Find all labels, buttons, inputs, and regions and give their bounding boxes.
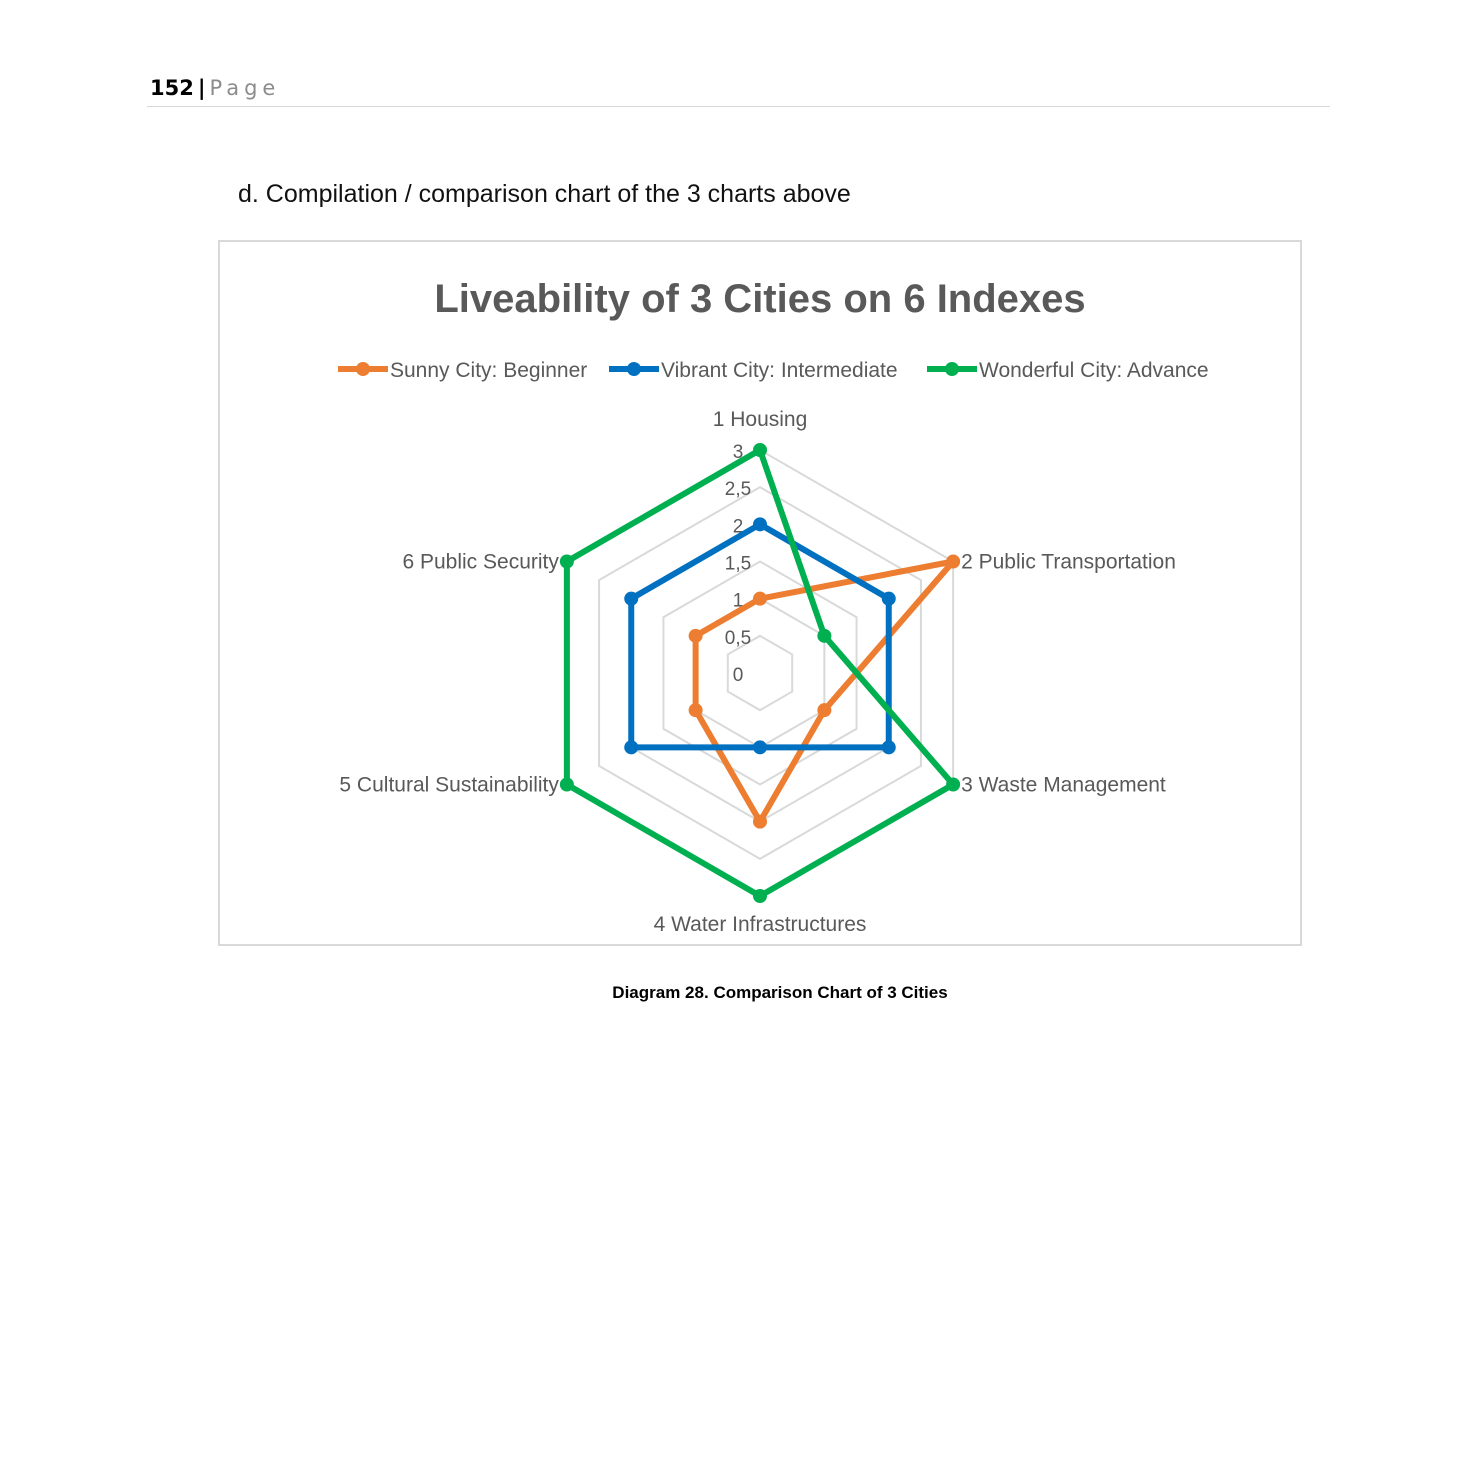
data-point — [753, 740, 767, 754]
data-point — [753, 443, 767, 457]
radial-tick-label: 3 — [732, 442, 744, 463]
legend-label: Vibrant City: Intermediate — [661, 359, 898, 382]
data-point — [689, 703, 703, 717]
radar-chart — [220, 242, 1300, 944]
header-divider — [147, 106, 1330, 107]
radial-tick-label: 0,5 — [724, 627, 752, 649]
page-number-separator: | — [197, 76, 206, 100]
chart-frame — [218, 240, 1302, 946]
series-line — [567, 450, 953, 896]
legend-label: Sunny City: Beginner — [390, 359, 588, 382]
figure-caption — [0, 983, 1477, 1003]
page-word: Page — [209, 76, 281, 100]
data-point — [753, 592, 767, 606]
radial-tick-label: 2 — [732, 516, 744, 538]
data-point — [560, 778, 574, 792]
category-label: 1 Housing — [712, 408, 808, 431]
legend-swatch-marker — [627, 362, 641, 376]
grid-ring — [631, 524, 888, 821]
grid-ring — [567, 450, 953, 896]
chart-title: Liveability of 3 Cities on 6 Indexes — [434, 277, 1086, 321]
caption-text: Comparison Chart of 3 Cities — [713, 983, 948, 1002]
category-label: 4 Water Infrastructures — [653, 913, 867, 936]
data-point — [753, 815, 767, 829]
legend-item — [609, 359, 898, 382]
data-point — [753, 517, 767, 531]
radial-tick-label: 0 — [732, 665, 744, 686]
category-label: 5 Cultural Sustainability — [339, 773, 559, 797]
legend-item — [338, 359, 587, 382]
grid-ring — [696, 599, 825, 748]
radial-tick-label: 1,5 — [724, 553, 752, 575]
legend-label: Wonderful City: Advance — [979, 359, 1209, 382]
grid-ring — [599, 487, 921, 859]
data-point — [882, 740, 896, 754]
data-point — [946, 778, 960, 792]
category-label: 6 Public Security — [402, 550, 559, 574]
data-point — [753, 889, 767, 903]
data-point — [817, 703, 831, 717]
category-label: 2 Public Transportation — [961, 550, 1176, 574]
radar-grid — [567, 450, 953, 896]
legend-swatch-marker — [945, 362, 959, 376]
data-point — [946, 555, 960, 569]
legend-swatch-marker — [356, 362, 370, 376]
chart-series — [560, 443, 960, 903]
section-heading: d. Compilation / comparison chart of the 3 charts above — [238, 180, 851, 208]
data-point — [817, 629, 831, 643]
page-header — [150, 76, 280, 100]
page-number: 152 — [150, 76, 194, 100]
chart-legend — [338, 359, 1209, 382]
series-group — [560, 443, 960, 903]
caption-separator: . — [703, 983, 709, 1002]
caption-label: Diagram 28 — [612, 983, 704, 1002]
legend-item — [927, 359, 1209, 382]
data-point — [882, 592, 896, 606]
radial-tick-label: 1 — [732, 590, 744, 612]
data-point — [689, 629, 703, 643]
data-point — [624, 740, 638, 754]
data-point — [624, 592, 638, 606]
radial-tick-label: 2,5 — [724, 479, 752, 501]
data-point — [560, 555, 574, 569]
category-label: 3 Waste Management — [961, 773, 1166, 797]
